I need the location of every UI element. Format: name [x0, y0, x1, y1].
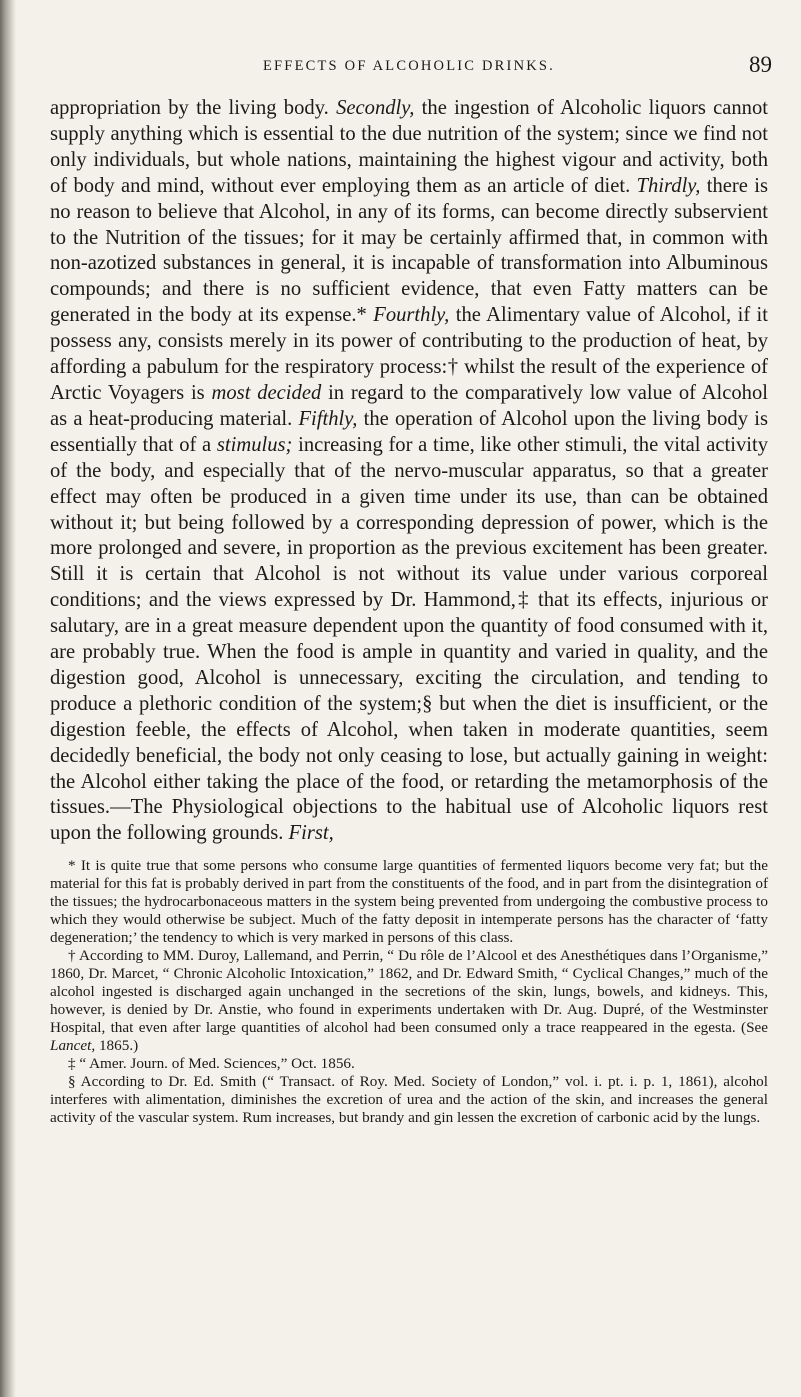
footnote-text-run: 1865.) [95, 1036, 139, 1054]
footnote [50, 1073, 768, 1127]
body-italic-run: most decided [211, 381, 322, 404]
body-text-run: the ingestion of Alcoholic liquors cannot supply anything which is essential to the due nutrition of the system; since we find not only individuals, but whole nations, maintaining the highest vigour and activity, both of body and mind, without ever employing them as an article of diet. [50, 97, 768, 197]
body-italic-run: First, [288, 822, 334, 845]
body-italic-run: Thirdly, [636, 174, 701, 197]
footnote [50, 857, 768, 947]
body-text-run: the operation of Alcohol upon the living body is essentially that of a [50, 407, 768, 456]
body-text-run: there is no reason to believe that Alcohol, in any of its forms, can become directly subservient to the Nutrition of the tissues; for it may be certainly affirmed that, in common with non-azotized substances in general, it is incapable of transformation into Albuminous compounds; and there is no sufficient evidence, that even Fatty matters can be generated in the body at its expense.* [50, 174, 768, 327]
body-text-run: the Alimentary value of Alcohol, if it possess any, consists merely in its power of contributing to the production of heat, by affording a pabulum for the respiratory process:† whilst the result of the experience of Arctic Voyagers is [50, 304, 769, 404]
footnote-text-run: § According to Dr. Ed. Smith (“ Transact. of Roy. Med. Society of London,” vol. i. pt. i. p. 1, 1861), alcohol interferes with alimentation, diminishes the excretion of urea and the action of the skin, and increases the general activity of the vascular system. Rum increases, but brandy and gin lessen the excretion of carbonic acid by the lungs. [50, 1072, 768, 1126]
footnote-text-run: † According to MM. Duroy, Lallemand, and Perrin, “ Du rôle de l’Alcool et des Anesthétiques dans l’Organisme,” 1860, Dr. Marcet, “ Chronic Alcoholic Intoxication,” 1862, and Dr. Edward Smith, “ Cyclical Changes,” much of the alcohol ingested is discharged again unchanged in the secretions of the skin, lungs, bowels, and kidneys. This, however, is denied by Dr. Anstie, who found in experiments undertaken with Dr. Aug. Dupré, of the Westminster Hospital, that even after large quantities of alcohol had been consumed only a trace reappeared in the egesta. (See [50, 947, 768, 1036]
running-head: EFFECTS OF ALCOHOLIC DRINKS. [262, 58, 556, 74]
body-italic-run: Fourthly, [373, 304, 450, 327]
footnote-text-run: * It is quite true that some persons who consume large quantities of fermented liquors become very fat; but the material for this fat is probably derived in part from the constituents of the food, and in part from the disintegration of the tissues; the hydrocarbonaceous matters in the system being prevented from undergoing the combustive process to which they would otherwise be subject. Much of the fatty deposit in intemperate persons has the character of ‘fatty degeneration;’ the tendency to which is very marked in persons of this class. [50, 857, 768, 947]
body-text-run: appropriation by the living body. [50, 97, 337, 119]
footnote-text-run: ‡ “ Amer. Journ. of Med. Sciences,” Oct. 1856. [68, 1054, 355, 1072]
page-number: 89 [749, 52, 772, 77]
footnote-italic-run: Lancet, [50, 1036, 96, 1054]
book-page [50, 52, 772, 1127]
body-italic-run: Fifthly, [298, 407, 358, 430]
body-text-run: increasing for a time, like other stimuli, the vital activity of the body, and especially that of the nervo-muscular apparatus, so that a greater effect may often be produced in a given time under its use, than can be obtained without it; but being followed by a corresponding depression of power, which is the more prolonged and severe, in proportion as the previous excitement has been greater. Still it is certain that Alcohol is not without its value under various corporeal conditions; and the views expressed by Dr. Hammond,‡ that its effects, injurious or salutary, are in a great measure dependent upon the quantity of food consumed with it, are probably true. When the food is ample in quantity and varied in quality, and the digestion good, Alcohol is unnecessary, exciting the circulation, and tending to produce a plethoric condition of the system;§ but when the diet is insufficient, or the digestion feeble, the effects of Alcohol, when taken in moderate quantities, seem decidedly beneficial, the body not only ceasing to lose, but actually gaining in weight: the Alcohol either taking the place of the food, or retarding the metamorphosis of the tissues.—The Physiological objections to the habitual use of Alcoholic liquors rest upon the following grounds. [50, 433, 768, 845]
body-text-run: in regard to the comparatively low value of Alcohol as a heat-producing material. [50, 381, 768, 430]
footnotes [50, 857, 768, 1126]
body-text [50, 96, 768, 847]
body-paragraph [50, 96, 768, 847]
body-italic-run: Secondly, [336, 97, 415, 119]
binding-edge [0, 0, 16, 1397]
body-italic-run: stimulus; [216, 433, 293, 456]
footnote [50, 1055, 768, 1073]
footnote [50, 947, 768, 1055]
page-header [50, 52, 772, 88]
